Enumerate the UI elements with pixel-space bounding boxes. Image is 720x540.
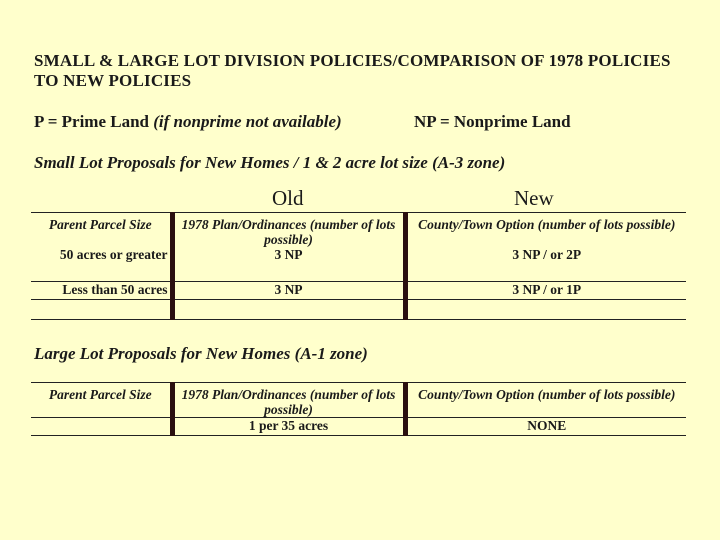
new-value-cell: 3 NP / or 2P	[512, 247, 582, 262]
table-row	[31, 247, 686, 271]
small-lot-header-row	[31, 213, 686, 248]
header-county-option: County/Town Option (number of lots possible)	[418, 387, 676, 402]
old-value-cell: 3 NP	[172, 247, 405, 271]
parcel-size-cell: Less than 50 acres	[31, 282, 172, 300]
header-county-option: County/Town Option (number of lots possible)	[418, 217, 676, 232]
new-value-cell: NONE	[405, 418, 686, 436]
legend-prime	[34, 112, 342, 132]
large-lot-heading: Large Lot Proposals for New Homes (A-1 zone)	[34, 344, 368, 363]
header-parent-parcel: Parent Parcel Size	[31, 383, 172, 418]
page-title: SMALL & LARGE LOT DIVISION POLICIES/COMPARISON OF 1978 POLICIES TO NEW POLICIES	[34, 51, 671, 90]
table-row	[31, 282, 686, 300]
old-value-cell: 1 per 35 acres	[172, 418, 405, 436]
header-parent-parcel: Parent Parcel Size	[31, 213, 172, 248]
column-old-label: Old	[272, 186, 304, 210]
legend-prime-label: P = Prime Land	[34, 112, 149, 131]
header-1978-plan: 1978 Plan/Ordinances (number of lots possible)	[172, 383, 405, 418]
legend-nonprime: NP = Nonprime Land	[414, 112, 571, 131]
small-lot-table	[31, 212, 686, 320]
old-value-cell: 3 NP	[172, 282, 405, 300]
legend-prime-note: (if nonprime not available)	[153, 112, 342, 131]
large-lot-header-row	[31, 383, 686, 418]
parcel-size-cell	[31, 418, 172, 436]
column-new-label: New	[514, 186, 554, 210]
new-value-cell: 3 NP / or 1P	[405, 282, 686, 300]
large-lot-table	[31, 382, 686, 436]
small-lot-heading: Small Lot Proposals for New Homes / 1 & 2 acre lot size (A-3 zone)	[34, 153, 506, 172]
header-1978-plan: 1978 Plan/Ordinances (number of lots possible)	[172, 213, 405, 248]
table-row	[31, 418, 686, 436]
parcel-size-cell: 50 acres or greater	[31, 247, 172, 271]
